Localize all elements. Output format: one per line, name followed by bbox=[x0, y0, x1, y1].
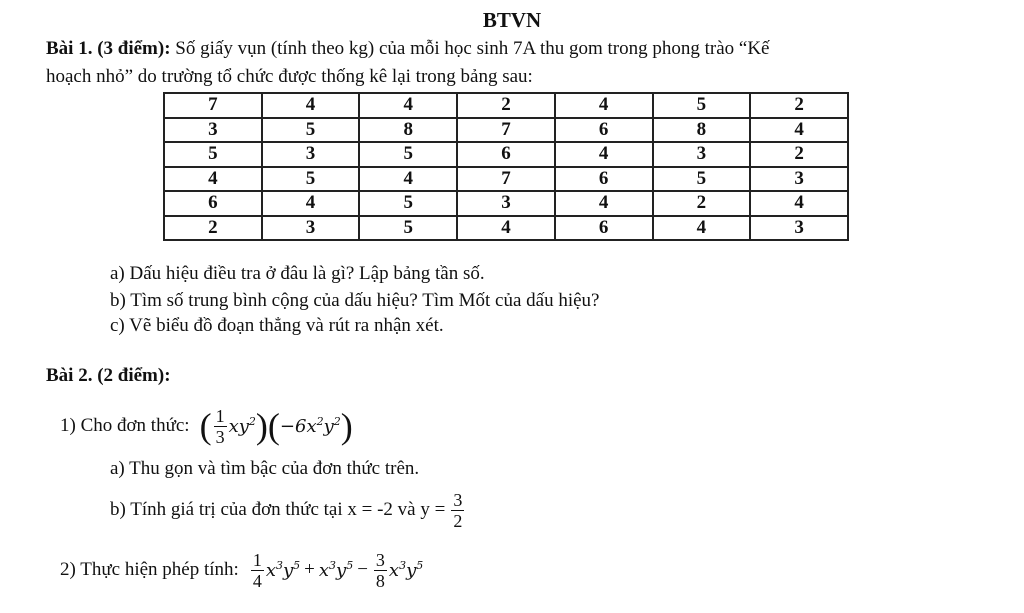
table-cell: 7 bbox=[457, 167, 555, 192]
table-cell: 8 bbox=[359, 118, 457, 143]
table-cell: 3 bbox=[164, 118, 262, 143]
monomial-xy2: $xy^2$ bbox=[228, 415, 256, 437]
term-2: $x^3y^5$ bbox=[318, 559, 354, 581]
bai2-question-b-text: b) Tính giá trị của đơn thức tại x = -2 và y = bbox=[110, 499, 446, 520]
table-row bbox=[164, 118, 848, 143]
table-row bbox=[164, 216, 848, 241]
bai2-part2-label: 2) Thực hiện phép tính: bbox=[60, 559, 239, 580]
bai1-question-b: b) Tìm số trung bình cộng của dấu hiệu? Tìm Mốt của dấu hiệu? bbox=[110, 290, 600, 311]
bai1-intro-line1 bbox=[46, 38, 770, 60]
table-cell: 2 bbox=[653, 191, 751, 216]
table-row bbox=[164, 93, 848, 118]
bai2-part1-label: 1) Cho đơn thức: bbox=[60, 415, 190, 436]
fraction-one-third: $\frac{1}{3}$ bbox=[215, 405, 225, 447]
table-cell: 4 bbox=[555, 191, 653, 216]
table-cell: 4 bbox=[164, 167, 262, 192]
fraction-three-halves: $\frac{3}{2}$ bbox=[453, 489, 463, 531]
table-cell: 6 bbox=[555, 167, 653, 192]
bai1-question-a: a) Dấu hiệu điều tra ở đâu là gì? Lập bảng tần số. bbox=[110, 263, 485, 284]
table-cell: 3 bbox=[653, 142, 751, 167]
table-cell: 7 bbox=[457, 118, 555, 143]
table-cell: 6 bbox=[164, 191, 262, 216]
table-cell: 4 bbox=[555, 142, 653, 167]
page-title: BTVN bbox=[482, 8, 542, 32]
bai1-question-c: c) Vẽ biểu đồ đoạn thẳng và rút ra nhận xét. bbox=[110, 315, 444, 336]
bai2-question-b bbox=[110, 488, 466, 532]
table-cell: 5 bbox=[653, 93, 751, 118]
table-cell: 4 bbox=[359, 167, 457, 192]
monomial-neg6x2y2: $-6x^2y^2$ bbox=[279, 415, 341, 437]
table-cell: 6 bbox=[457, 142, 555, 167]
table-cell: 5 bbox=[262, 118, 360, 143]
table-cell: 3 bbox=[750, 167, 848, 192]
table-cell: 4 bbox=[653, 216, 751, 241]
table-cell: 3 bbox=[262, 216, 360, 241]
table-cell: 6 bbox=[555, 216, 653, 241]
minus-sign: − bbox=[357, 559, 368, 580]
bai1-heading: Bài 1. (3 điểm): bbox=[46, 38, 171, 59]
table-cell: 2 bbox=[750, 93, 848, 118]
table-cell: 6 bbox=[555, 118, 653, 143]
table-cell: 4 bbox=[262, 191, 360, 216]
table-cell: 4 bbox=[750, 191, 848, 216]
table-cell: 5 bbox=[359, 216, 457, 241]
table-cell: 3 bbox=[750, 216, 848, 241]
bai2-question-a: a) Thu gọn và tìm bậc của đơn thức trên. bbox=[110, 458, 420, 479]
table-row bbox=[164, 167, 848, 192]
term-1: $x^3y^5$ bbox=[265, 559, 301, 581]
table-cell: 5 bbox=[164, 142, 262, 167]
bai2-part1: 1) Cho đơn thức: ( $\frac{1}{3}$ $xy^2$ ) ( $-6x^2y^2$ ) bbox=[60, 405, 353, 447]
data-table bbox=[163, 92, 849, 241]
table-cell: 5 bbox=[262, 167, 360, 192]
table-cell: 3 bbox=[262, 142, 360, 167]
table-cell: 4 bbox=[555, 93, 653, 118]
table-cell: 3 bbox=[457, 191, 555, 216]
table-cell: 7 bbox=[164, 93, 262, 118]
table-cell: 4 bbox=[750, 118, 848, 143]
table-cell: 5 bbox=[653, 167, 751, 192]
table-cell: 4 bbox=[359, 93, 457, 118]
table-cell: 5 bbox=[359, 142, 457, 167]
table-cell: 2 bbox=[164, 216, 262, 241]
bai2-part2 bbox=[60, 546, 423, 594]
bai1-intro-text1: Số giấy vụn (tính theo kg) của mỗi học sinh 7A thu gom trong phong trào “Kế bbox=[170, 38, 770, 59]
bai1-intro-line2: hoạch nhỏ” do trường tổ chức được thống kê lại trong bảng sau: bbox=[46, 66, 533, 87]
table-row bbox=[164, 142, 848, 167]
table-cell: 4 bbox=[457, 216, 555, 241]
table-cell: 2 bbox=[750, 142, 848, 167]
term-3: $x^3y^5$ bbox=[388, 559, 424, 581]
plus-sign: + bbox=[304, 559, 315, 580]
table-row bbox=[164, 191, 848, 216]
table-cell: 5 bbox=[359, 191, 457, 216]
table-cell: 2 bbox=[457, 93, 555, 118]
table-cell: 4 bbox=[262, 93, 360, 118]
fraction-one-quarter: $\frac{1}{4}$ bbox=[252, 549, 262, 591]
table-cell: 8 bbox=[653, 118, 751, 143]
bai2-heading: Bài 2. (2 điểm): bbox=[46, 365, 171, 386]
fraction-three-eighths: $\frac{3}{8}$ bbox=[375, 549, 385, 591]
